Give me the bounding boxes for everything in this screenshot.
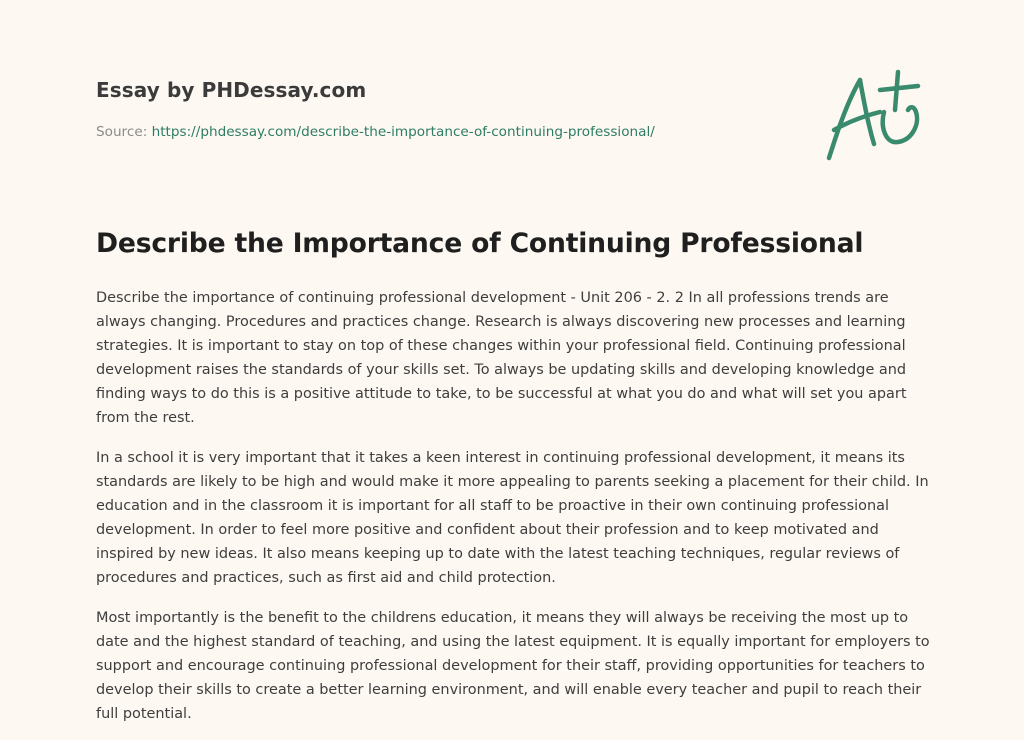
source-link[interactable]: https://phdessay.com/describe-the-importance-of-continuing-professional/ bbox=[151, 124, 655, 140]
a-plus-icon bbox=[822, 66, 932, 166]
article-body bbox=[96, 286, 932, 740]
source-line bbox=[96, 124, 655, 140]
paragraph: Describe the importance of continuing professional development - Unit 206 - 2. 2 In all professions trends are always changing. Procedures and practices change. Research is always discovering new processes and learning strategies. It is important to stay on top of these changes within your professional field. Continuing professional development raises the standards of your skills set. To always be updating skills and developing knowledge and finding ways to do this is a positive attitude to take, to be successful at what you do and what will set you apart from the rest. bbox=[96, 290, 907, 426]
site-brand: Essay by PHDessay.com bbox=[96, 78, 367, 102]
paragraph: Most importantly is the benefit to the childrens education, it means they will always be receiving the most up to date and the highest standard of teaching, and using the latest equipment. It is equally important for employers to support and encourage continuing professional development for their staff, providing opportunities for teachers to develop their skills to create a better learning environment, and will enable every teacher and pupil to reach their full potential. bbox=[96, 610, 930, 722]
paragraph: In a school it is very important that it takes a keen interest in continuing professional development, it means its standards are likely to be high and would make it more appealing to parents seeking a placement for their child. In education and in the classroom it is important for all staff to be proactive in their own continuing professional development. In order to feel more positive and confident about their profession and to keep motivated and inspired by new ideas. It also means keeping up to date with the latest teaching techniques, regular reviews of procedures and practices, such as first aid and child protection. bbox=[96, 450, 929, 586]
source-label: Source: bbox=[96, 124, 152, 140]
article-title: Describe the Importance of Continuing Professional bbox=[96, 228, 864, 259]
